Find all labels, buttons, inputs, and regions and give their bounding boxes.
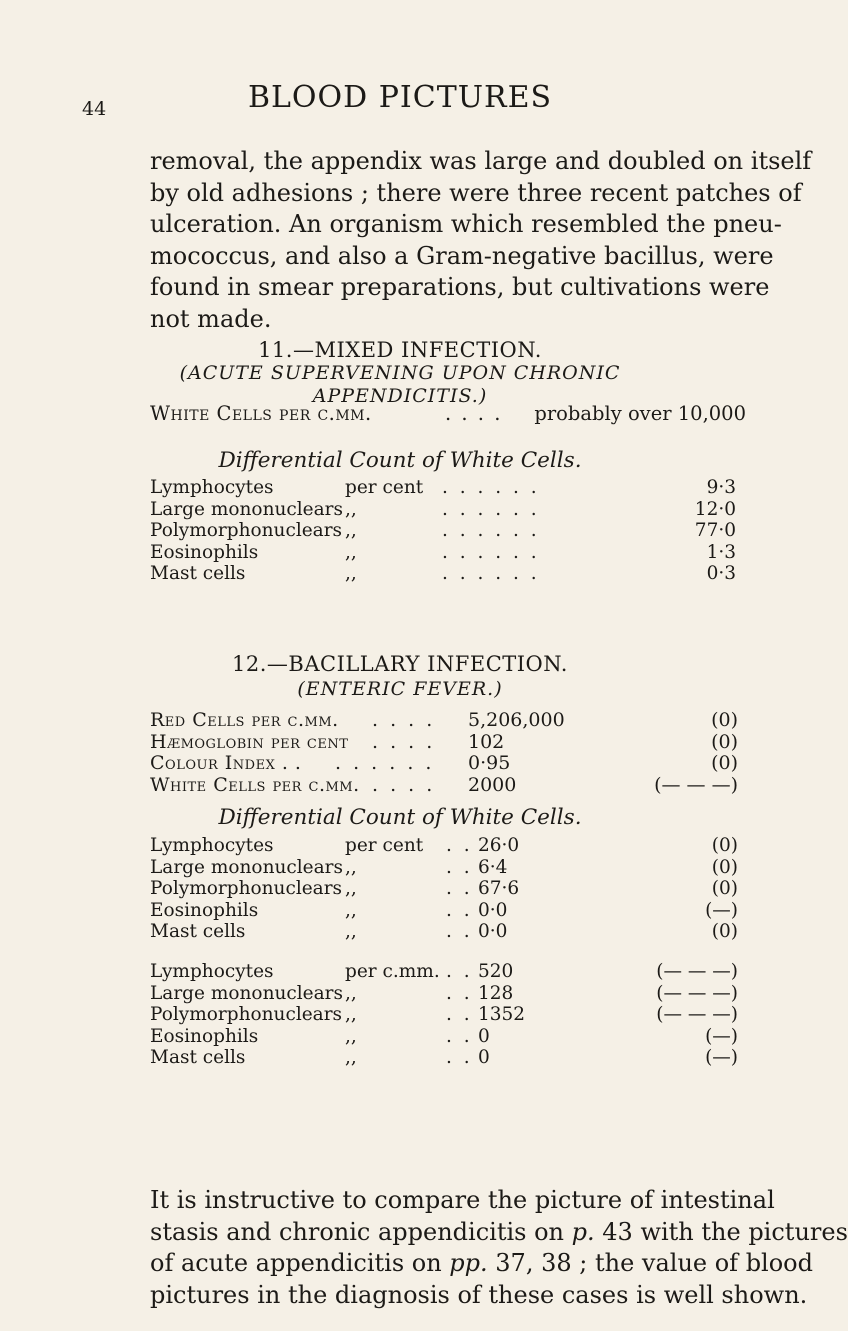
count-label: Hæmoglobin per cent <box>150 730 349 753</box>
cell-value: 6·4 <box>478 856 508 878</box>
cell-name: Mast cells <box>150 1047 246 1068</box>
leader-dots: . . . . . . <box>442 541 540 563</box>
cell-name: Polymorphonuclears <box>150 520 343 541</box>
cell-value: 26·0 <box>478 835 520 856</box>
count-label: Colour Index . . <box>150 752 302 774</box>
cell-name: Eosinophils <box>150 1025 259 1047</box>
case11-differential-title: Differential Count of White Cells. <box>218 448 582 473</box>
paragraph-line: not made. <box>150 304 272 333</box>
cell-name: Eosinophils <box>150 541 259 563</box>
cell-normal: (—) <box>705 1047 738 1068</box>
text-run: of acute appendicitis on <box>150 1249 450 1277</box>
leader-dots: . . . . . . <box>335 752 435 774</box>
paragraph-line: by old adhesions ; there were three recent patches of <box>150 178 802 207</box>
leader-dots: . . . . <box>445 402 503 425</box>
cell-value: 9·3 <box>706 477 736 498</box>
cell-value: 0 <box>478 1047 490 1068</box>
paragraph-line <box>150 1217 848 1249</box>
page-number: 44 <box>82 98 107 120</box>
cell-unit: ,, <box>345 1025 357 1047</box>
cell-value: 0·3 <box>706 563 736 584</box>
leader-dots: . . <box>446 856 473 878</box>
count-normal: (0) <box>711 709 738 731</box>
cell-value: 1352 <box>478 1004 526 1025</box>
count-label: White Cells per c.mm. <box>150 773 360 796</box>
cell-normal: (0) <box>711 835 738 856</box>
case12-absolute-row <box>150 1046 750 1070</box>
leader-dots: . . . . <box>372 709 436 731</box>
cell-normal: (— — —) <box>656 982 738 1004</box>
case11-differential-row <box>150 541 750 565</box>
count-normal: (0) <box>711 752 738 774</box>
case12-count-row <box>150 730 750 754</box>
cell-unit: ,, <box>345 856 357 878</box>
count-value: 102 <box>468 730 505 753</box>
count-normal: (— — —) <box>654 773 738 796</box>
cell-name: Mast cells <box>150 563 246 584</box>
case12-percent-row <box>150 834 750 858</box>
cell-unit: per cent <box>345 477 424 498</box>
case12-absolute-row <box>150 982 750 1006</box>
case12-percent-row <box>150 899 750 923</box>
leader-dots: . . <box>446 878 473 899</box>
leader-dots: . . <box>446 899 473 921</box>
cell-unit: ,, <box>345 1004 357 1025</box>
cell-value: 520 <box>478 961 514 982</box>
cell-unit: ,, <box>345 520 357 541</box>
cell-value: 0·0 <box>478 899 508 921</box>
case12-count-row <box>150 708 750 732</box>
cell-normal: (—) <box>705 899 738 921</box>
count-label: Red Cells per c.mm. <box>150 709 339 731</box>
cell-name: Large mononuclears <box>150 982 343 1004</box>
paragraph-line: pictures in the diagnosis of these cases is well shown. <box>150 1280 808 1309</box>
cell-name: Lymphocytes <box>150 835 274 856</box>
leader-dots: . . <box>446 921 473 942</box>
cell-name: Large mononuclears <box>150 498 343 520</box>
cell-name: Lymphocytes <box>150 961 274 982</box>
leader-dots: . . <box>446 835 473 856</box>
case11-differential-row <box>150 562 750 586</box>
cell-unit: ,, <box>345 498 357 520</box>
cell-unit: per c.mm. <box>345 961 440 982</box>
case12-percent-row <box>150 920 750 944</box>
cell-unit: ,, <box>345 1047 357 1068</box>
cell-unit: ,, <box>345 982 357 1004</box>
count-value: 2000 <box>468 773 517 796</box>
paragraph-line: found in smear preparations, but cultivations were <box>150 273 770 301</box>
white-cells-label: White Cells per c.mm. <box>150 402 372 425</box>
cell-normal: (— — —) <box>656 961 738 982</box>
case12-percent-row <box>150 856 750 880</box>
page-ref: pp. <box>449 1249 488 1277</box>
case12-absolute-row <box>150 1025 750 1049</box>
cell-value: 0·0 <box>478 921 508 942</box>
count-normal: (0) <box>711 730 738 753</box>
running-head: BLOOD PICTURES <box>247 80 553 115</box>
leader-dots: . . <box>446 982 473 1004</box>
count-value: 0·95 <box>468 752 511 774</box>
leader-dots: . . . . <box>372 773 436 796</box>
case11-heading: 11.—MIXED INFECTION. <box>258 338 542 362</box>
cell-value: 12·0 <box>694 498 736 520</box>
cell-value: 0 <box>478 1025 490 1047</box>
case11-differential-row <box>150 498 750 522</box>
case11-white-cells-row <box>150 402 746 425</box>
case12-absolute-row <box>150 1003 750 1027</box>
case12-absolute-row <box>150 960 750 984</box>
cell-normal: (0) <box>711 921 738 942</box>
cell-value: 1·3 <box>706 541 736 563</box>
cell-value: 128 <box>478 982 514 1004</box>
text-run: 37, 38 ; the value of blood <box>487 1249 813 1277</box>
cell-name: Eosinophils <box>150 899 259 921</box>
leader-dots: . . <box>446 1025 473 1047</box>
text-run: 43 with the pictures <box>594 1217 848 1246</box>
cell-unit: ,, <box>345 878 357 899</box>
count-value: 5,206,000 <box>468 709 565 731</box>
cell-value: 67·6 <box>478 878 520 899</box>
white-cells-value: probably over 10,000 <box>534 402 746 425</box>
cell-normal: (0) <box>711 856 738 878</box>
case12-count-row <box>150 773 750 797</box>
cell-name: Large mononuclears <box>150 856 343 878</box>
cell-normal: (— — —) <box>656 1004 738 1025</box>
leader-dots: . . . . . . <box>442 520 540 541</box>
paragraph-line: ulceration. An organism which resembled the pneu- <box>150 210 782 238</box>
paragraph-line: It is instructive to compare the picture of intestinal <box>150 1186 775 1214</box>
leader-dots: . . . . . . <box>442 477 540 498</box>
paragraph-line: mococcus, and also a Gram-negative bacillus, were <box>150 241 774 270</box>
case11-differential-row <box>150 476 750 500</box>
case11-differential-row <box>150 519 750 543</box>
cell-unit: ,, <box>345 563 357 584</box>
intro-paragraph <box>150 146 812 335</box>
leader-dots: . . . . . . <box>442 498 540 520</box>
case12-heading: 12.—BACILLARY INFECTION. <box>232 652 568 676</box>
case12-differential-title: Differential Count of White Cells. <box>218 805 582 830</box>
cell-name: Lymphocytes <box>150 477 274 498</box>
closing-paragraph <box>150 1185 848 1311</box>
cell-value: 77·0 <box>694 520 736 541</box>
case11-subheading-1: (ACUTE SUPERVENING UPON CHRONIC <box>179 362 621 384</box>
text-run: stasis and chronic appendicitis on <box>150 1217 572 1246</box>
case12-count-row <box>150 751 750 775</box>
cell-normal: (0) <box>711 878 738 899</box>
cell-normal: (—) <box>705 1025 738 1047</box>
leader-dots: . . <box>446 961 473 982</box>
cell-name: Polymorphonuclears <box>150 878 343 899</box>
case12-percent-row <box>150 877 750 901</box>
leader-dots: . . <box>446 1047 473 1068</box>
cell-unit: ,, <box>345 899 357 921</box>
case11-subheading-2: APPENDICITIS.) <box>312 385 488 407</box>
cell-unit: per cent <box>345 835 424 856</box>
cell-unit: ,, <box>345 541 357 563</box>
case12-subheading: (ENTERIC FEVER.) <box>297 678 503 700</box>
cell-name: Mast cells <box>150 921 246 942</box>
leader-dots: . . . . . . <box>442 563 540 584</box>
page-ref: p. <box>571 1217 595 1246</box>
leader-dots: . . <box>446 1004 473 1025</box>
cell-name: Polymorphonuclears <box>150 1004 343 1025</box>
paragraph-line <box>150 1248 813 1280</box>
leader-dots: . . . . <box>372 730 436 753</box>
paragraph-line: removal, the appendix was large and doubled on itself <box>150 147 812 175</box>
cell-unit: ,, <box>345 921 357 942</box>
